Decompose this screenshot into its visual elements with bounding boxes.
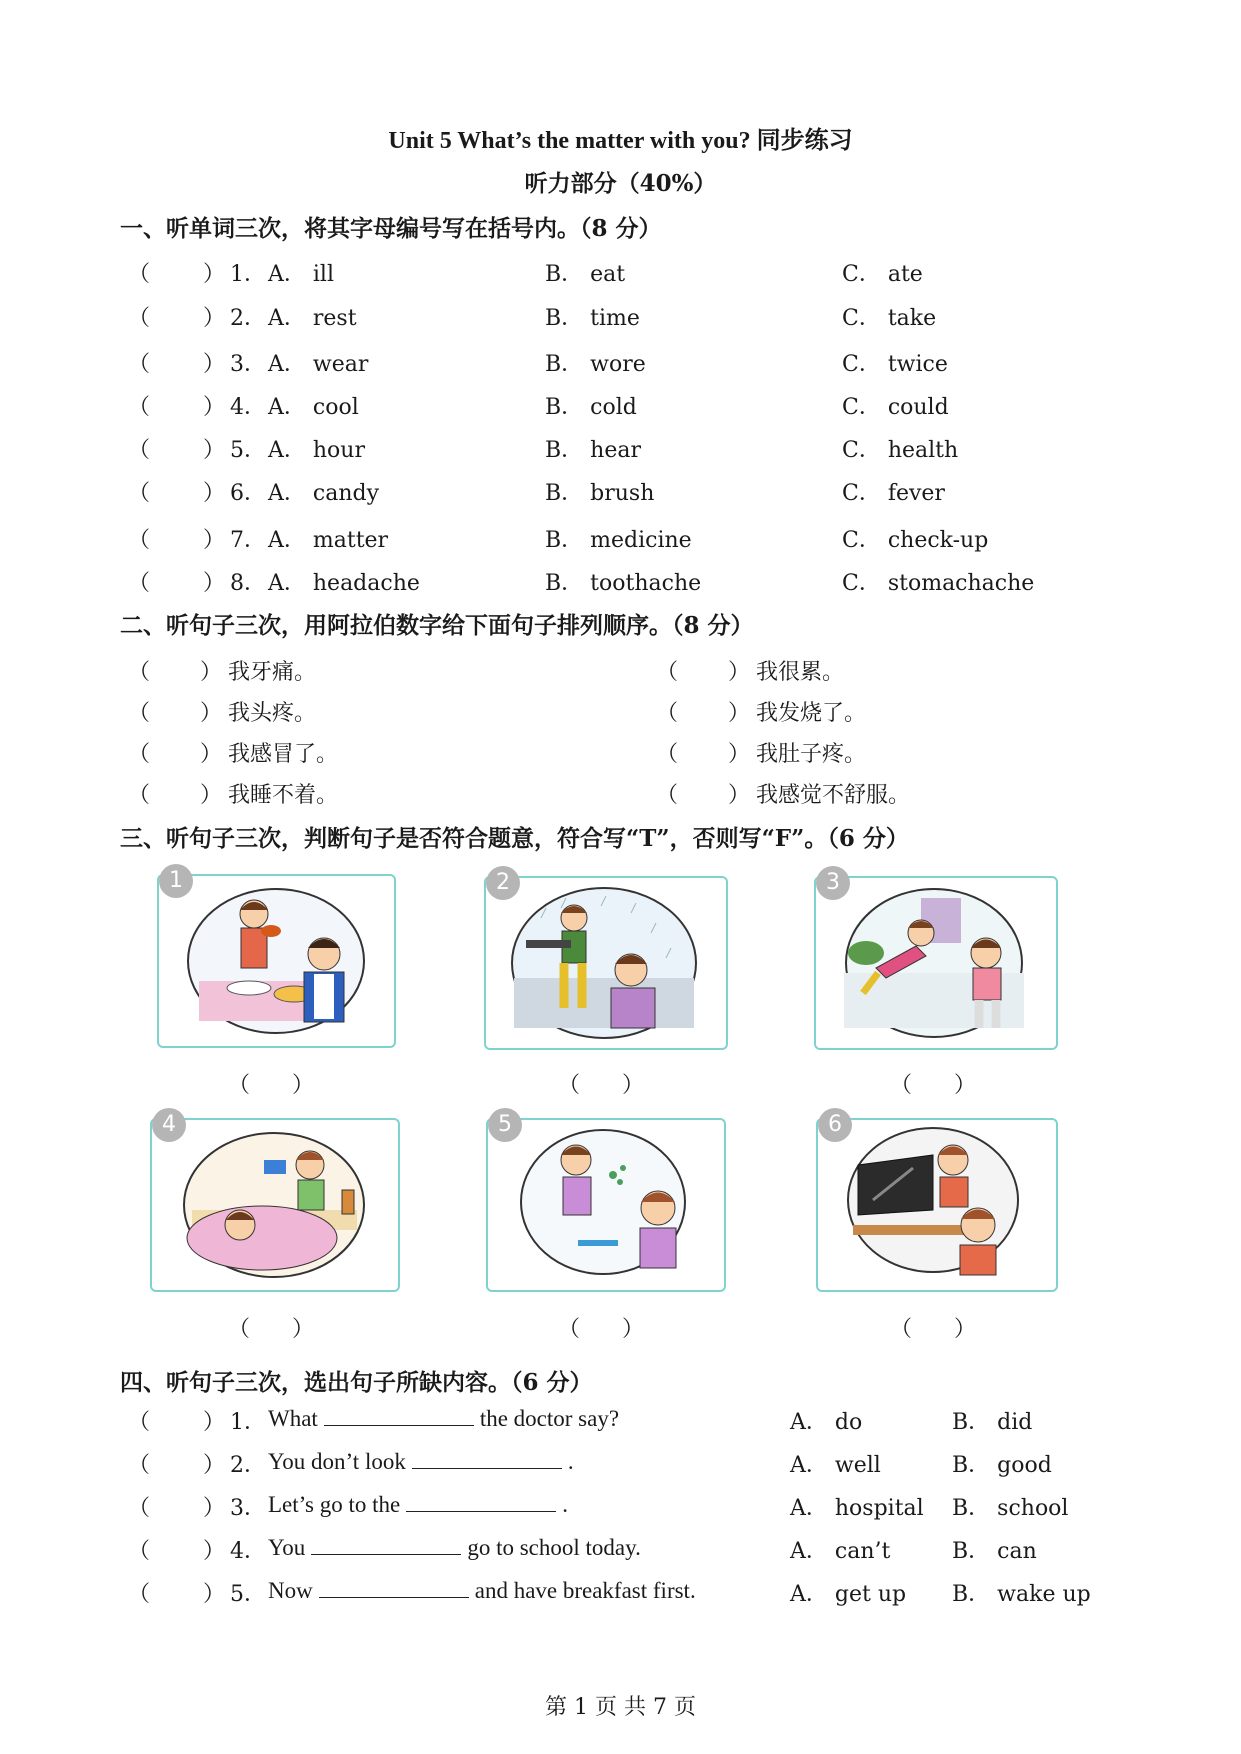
- answer-bracket-open[interactable]: （: [128, 742, 151, 767]
- answer-bracket-open[interactable]: （: [656, 742, 679, 767]
- option-b: B． toothache: [545, 571, 702, 596]
- item-number: 5．: [230, 1582, 266, 1607]
- item-number: 1．: [230, 1410, 266, 1435]
- picture-number: 5: [488, 1108, 522, 1142]
- picture-number: 4: [152, 1108, 186, 1142]
- fill-sentence: [268, 1491, 568, 1518]
- answer-bracket-close[interactable]: ）: [203, 1539, 226, 1564]
- eating-boys-icon: [159, 876, 394, 1046]
- answer-bracket-open[interactable]: （: [128, 481, 151, 506]
- answer-bracket-close[interactable]: ）: [203, 571, 226, 596]
- answer-bracket-close[interactable]: ）: [728, 701, 751, 726]
- answer-bracket-open[interactable]: （: [128, 1582, 151, 1607]
- answer-bracket-open[interactable]: （: [128, 438, 151, 463]
- item-number: 2．: [230, 1453, 266, 1478]
- option-b: B． can: [952, 1539, 1037, 1564]
- answer-blank[interactable]: [324, 1405, 474, 1426]
- answer-bracket-open[interactable]: （: [128, 1539, 151, 1564]
- fill-sentence: [268, 1448, 574, 1475]
- sentence-left: 我睡不着。: [228, 783, 339, 808]
- answer-blank[interactable]: [412, 1448, 562, 1469]
- option-b: B． did: [952, 1410, 1033, 1435]
- answer-bracket-close[interactable]: ）: [728, 783, 751, 808]
- section3-heading: 三、听句子三次，判断句子是否符合题意，符合写“T”，否则写“F”。（6 分）: [120, 825, 909, 852]
- sentence-left: 我牙痛。: [228, 660, 317, 685]
- picture-3: [814, 870, 1058, 1050]
- answer-bracket-3[interactable]: （ ）: [890, 1073, 977, 1098]
- sentence-post: .: [567, 1449, 574, 1474]
- answer-bracket-open[interactable]: （: [128, 395, 151, 420]
- option-a: A． hospital: [790, 1496, 924, 1521]
- answer-bracket-close[interactable]: ）: [200, 742, 223, 767]
- fill-sentence: [268, 1534, 641, 1561]
- answer-bracket-close[interactable]: ）: [203, 481, 226, 506]
- picture-number: 1: [159, 864, 193, 898]
- item-number: 3．: [230, 1496, 266, 1521]
- picture-6: [816, 1112, 1058, 1292]
- item-number: 3．: [230, 352, 266, 377]
- answer-bracket-close[interactable]: ）: [203, 1453, 226, 1478]
- option-a: A． ill: [268, 262, 334, 287]
- option-a: A． wear: [268, 352, 369, 377]
- option-c: C． ate: [842, 262, 923, 287]
- sentence-pre: You don’t look: [268, 1449, 406, 1474]
- answer-bracket-6[interactable]: （ ）: [890, 1317, 977, 1342]
- picture-number: 3: [816, 866, 850, 900]
- answer-bracket-close[interactable]: ）: [203, 1410, 226, 1435]
- option-a: A． headache: [268, 571, 420, 596]
- option-c: C． check-up: [842, 528, 989, 553]
- page-footer: 第 1 页 共 7 页: [545, 1695, 696, 1720]
- answer-bracket-open[interactable]: （: [128, 1453, 151, 1478]
- answer-bracket-open[interactable]: （: [128, 1410, 151, 1435]
- option-c: C． twice: [842, 352, 948, 377]
- fill-sentence: [268, 1405, 619, 1432]
- option-a: A． well: [790, 1453, 881, 1478]
- picture-5: [486, 1112, 726, 1292]
- sentence-post: .: [562, 1492, 568, 1517]
- sentence-pre: What: [268, 1406, 318, 1431]
- answer-bracket-1[interactable]: （ ）: [228, 1073, 315, 1098]
- option-a: A． cool: [268, 395, 359, 420]
- sentence-post: go to school today.: [467, 1535, 641, 1560]
- answer-bracket-open[interactable]: （: [128, 660, 151, 685]
- option-b: B． hear: [545, 438, 641, 463]
- sentence-pre: Let’s go to the: [268, 1492, 401, 1517]
- fill-sentence: [268, 1577, 696, 1604]
- page-title: Unit 5 What’s the matter with you? 同步练习: [388, 128, 853, 154]
- option-a: A． rest: [268, 306, 357, 331]
- sentence-right: 我发烧了。: [756, 701, 867, 726]
- answer-bracket-open[interactable]: （: [128, 701, 151, 726]
- item-number: 6．: [230, 481, 266, 506]
- answer-blank[interactable]: [311, 1534, 461, 1555]
- answer-bracket-open[interactable]: （: [128, 571, 151, 596]
- answer-bracket-close[interactable]: ）: [203, 262, 226, 287]
- answer-bracket-close[interactable]: ）: [203, 352, 226, 377]
- option-b: B． cold: [545, 395, 637, 420]
- answer-bracket-5[interactable]: （ ）: [558, 1317, 645, 1342]
- option-a: A． can’t: [790, 1539, 891, 1564]
- item-number: 8．: [230, 571, 266, 596]
- answer-bracket-close[interactable]: ）: [203, 528, 226, 553]
- item-number: 5．: [230, 438, 266, 463]
- option-b: B． time: [545, 306, 640, 331]
- item-number: 4．: [230, 395, 266, 420]
- sentence-right: 我很累。: [756, 660, 845, 685]
- picture-number: 2: [486, 866, 520, 900]
- answer-bracket-close[interactable]: ）: [203, 306, 226, 331]
- answer-bracket-close[interactable]: ）: [203, 438, 226, 463]
- answer-bracket-open[interactable]: （: [128, 783, 151, 808]
- option-b: B． school: [952, 1496, 1069, 1521]
- option-a: A． hour: [268, 438, 365, 463]
- section1-heading: 一、听单词三次，将其字母编号写在括号内。（8 分）: [120, 215, 662, 242]
- answer-bracket-open[interactable]: （: [128, 352, 151, 377]
- section4-heading: 四、听句子三次，选出句子所缺内容。（6 分）: [120, 1369, 593, 1396]
- item-number: 1．: [230, 262, 266, 287]
- item-number: 2．: [230, 306, 266, 331]
- answer-bracket-close[interactable]: ）: [203, 395, 226, 420]
- answer-bracket-close[interactable]: ）: [200, 701, 223, 726]
- option-c: C． health: [842, 438, 959, 463]
- sentence-left: 我感冒了。: [228, 742, 339, 767]
- option-c: C． stomachache: [842, 571, 1035, 596]
- sentence-right: 我感觉不舒服。: [756, 783, 911, 808]
- answer-bracket-open[interactable]: （: [656, 701, 679, 726]
- rain-boys-icon: [486, 878, 726, 1048]
- answer-bracket-open[interactable]: （: [656, 783, 679, 808]
- option-b: B． good: [952, 1453, 1052, 1478]
- answer-bracket-open[interactable]: （: [128, 306, 151, 331]
- answer-blank[interactable]: [319, 1577, 469, 1598]
- option-b: B． wore: [545, 352, 646, 377]
- answer-bracket-2[interactable]: （ ）: [558, 1073, 645, 1098]
- answer-bracket-close[interactable]: ）: [203, 1496, 226, 1521]
- option-a: A． candy: [268, 481, 379, 506]
- picture-4: [150, 1112, 400, 1292]
- sentence-pre: Now: [268, 1578, 313, 1603]
- picture-1: [157, 868, 396, 1048]
- answer-bracket-open[interactable]: （: [128, 1496, 151, 1521]
- answer-bracket-close[interactable]: ）: [200, 783, 223, 808]
- item-number: 7．: [230, 528, 266, 553]
- answer-bracket-open[interactable]: （: [128, 528, 151, 553]
- answer-bracket-close[interactable]: ）: [200, 660, 223, 685]
- option-c: C． could: [842, 395, 949, 420]
- option-b: B． wake up: [952, 1582, 1091, 1607]
- option-b: B． brush: [545, 481, 655, 506]
- computer-boys-icon: [818, 1120, 1056, 1290]
- option-b: B． medicine: [545, 528, 692, 553]
- answer-bracket-4[interactable]: （ ）: [228, 1317, 315, 1342]
- option-b: B． eat: [545, 262, 626, 287]
- answer-blank[interactable]: [406, 1491, 556, 1512]
- option-c: C． take: [842, 306, 937, 331]
- option-a: A． matter: [268, 528, 389, 553]
- picture-2: [484, 870, 728, 1050]
- sentence-pre: You: [268, 1535, 306, 1560]
- section2-heading: 二、听句子三次，用阿拉伯数字给下面句子排列顺序。（8 分）: [120, 612, 754, 639]
- answer-bracket-close[interactable]: ）: [203, 1582, 226, 1607]
- sentence-left: 我头疼。: [228, 701, 317, 726]
- page-subtitle: 听力部分（40%）: [524, 170, 717, 197]
- option-a: A． do: [790, 1410, 863, 1435]
- option-a: A． get up: [790, 1582, 907, 1607]
- sentence-right: 我肚子疼。: [756, 742, 867, 767]
- item-number: 4．: [230, 1539, 266, 1564]
- sentence-post: and have breakfast first.: [474, 1578, 696, 1603]
- answer-bracket-open[interactable]: （: [656, 660, 679, 685]
- answer-bracket-close[interactable]: ）: [728, 660, 751, 685]
- answer-bracket-close[interactable]: ）: [728, 742, 751, 767]
- fall-boys-icon: [816, 878, 1056, 1048]
- sick-bed-icon: [152, 1120, 398, 1290]
- option-c: C． fever: [842, 481, 945, 506]
- sentence-post: the doctor say?: [479, 1406, 620, 1431]
- picture-number: 6: [818, 1108, 852, 1142]
- toothbrush-boys-icon: [488, 1120, 724, 1290]
- answer-bracket-open[interactable]: （: [128, 262, 151, 287]
